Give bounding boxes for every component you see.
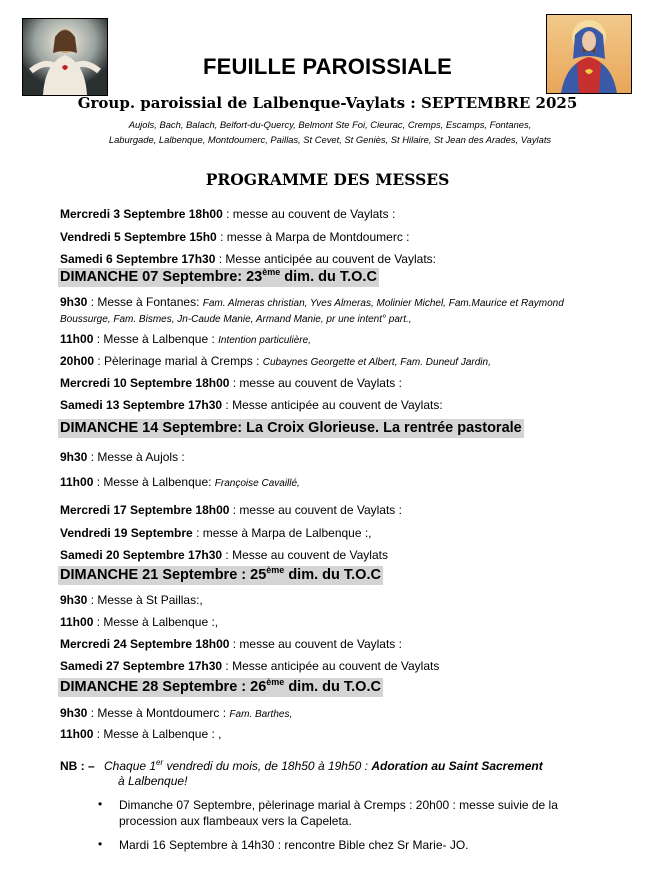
sunday-heading: DIMANCHE 07 Septembre: 23ème dim. du T.O.C: [60, 267, 377, 285]
sunday-heading: DIMANCHE 28 Septembre : 26ème dim. du T.O.C: [60, 677, 381, 695]
sunday-heading: DIMANCHE 21 Septembre : 25ème dim. du T.O.C: [60, 565, 381, 583]
mass-entry: Vendredi 5 Septembre 15h0 : messe à Marpa de Montdoumerc :: [60, 230, 410, 244]
mass-entry: 9h30 : Messe à St Paillas:,: [60, 593, 203, 607]
mass-entry: Mercredi 10 Septembre 18h00 : messe au couvent de Vaylats :: [60, 376, 402, 390]
mass-entry: 11h00 : Messe à Lalbenque: Françoise Cavaillé,: [60, 475, 300, 489]
bullet-icon: •: [98, 837, 103, 851]
mass-entry: Samedi 27 Septembre 17h30 : Messe anticipée au couvent de Vaylats: [60, 659, 440, 673]
mass-entry: 11h00 : Messe à Lalbenque :,: [60, 615, 219, 629]
document-subtitle: Group. paroissial de Lalbenque-Vaylats : SEPTEMBRE 2025: [77, 94, 578, 112]
mass-entry: Samedi 20 Septembre 17h30 : Messe au couvent de Vaylats: [60, 548, 388, 562]
nb-bullet-item: • Mardi 16 Septembre à 14h30 : rencontre Bible chez Sr Marie- JO.: [98, 837, 469, 852]
mass-entry-fontanes: 9h30 : Messe à Fontanes: Fam. Almeras christian, Yves Almeras, Molinier Michel, Fam.Maurice et Raymond Boussurge, Fam. Bismes, Jn-Caude Manie, Armand Manie, pr une intent° part.,: [60, 295, 564, 325]
mass-entry: Vendredi 19 Septembre : messe à Marpa de Lalbenque :,: [60, 526, 372, 540]
mass-entry: Samedi 6 Septembre 17h30 : Messe anticipée au couvent de Vaylats:: [60, 252, 436, 266]
mass-entry: 9h30 : Messe à Montdoumerc : Fam. Barthes,: [60, 706, 293, 720]
section-title: PROGRAMME DES MESSES: [205, 170, 450, 189]
nb-text: Chaque 1er vendredi du mois, de 18h50 à 19h50 : Adoration au Saint Sacrement à Lalbenque!: [104, 758, 543, 788]
villages-line-2: Laburgade, Lalbenque, Montdoumerc, Paillas, St Cevet, St Geniès, St Hilaire, St Jean des Arades, Vaylats: [108, 134, 552, 145]
mass-entry: 20h00 : Pèlerinage marial à Cremps : Cubaynes Georgette et Albert, Fam. Duneuf Jardin,: [60, 354, 491, 368]
nb-note: [60, 759, 620, 795]
sunday-heading: DIMANCHE 14 Septembre: La Croix Glorieuse. La rentrée pastorale: [60, 420, 522, 436]
mass-entry: Samedi 13 Septembre 17h30 : Messe anticipée au couvent de Vaylats:: [60, 398, 443, 412]
nb-label: NB : –: [60, 759, 95, 773]
villages-line-1: Aujols, Bach, Balach, Belfort-du-Quercy, Belmont Ste Foi, Cieurac, Cremps, Escamps, Fontanes,: [128, 119, 532, 130]
mass-entry: Mercredi 3 Septembre 18h00 : messe au couvent de Vaylats :: [60, 207, 396, 221]
bullet-icon: •: [98, 797, 103, 811]
mass-entry: 11h00 : Messe à Lalbenque : ,: [60, 727, 222, 741]
document-title: FEUILLE PAROISSIALE: [202, 54, 453, 79]
mass-entry: 9h30 : Messe à Aujols :: [60, 450, 185, 464]
mass-entry: Mercredi 17 Septembre 18h00 : messe au couvent de Vaylats :: [60, 503, 402, 517]
mass-entry: Mercredi 24 Septembre 18h00 : messe au couvent de Vaylats :: [60, 637, 402, 651]
nb-bullet-item: • Dimanche 07 Septembre, pèlerinage marial à Cremps : 20h00 : messe suivie de la procession aux flambeaux vers la Capeleta.: [98, 797, 558, 828]
mass-entry: 11h00 : Messe à Lalbenque : Intention particulière,: [60, 332, 311, 346]
